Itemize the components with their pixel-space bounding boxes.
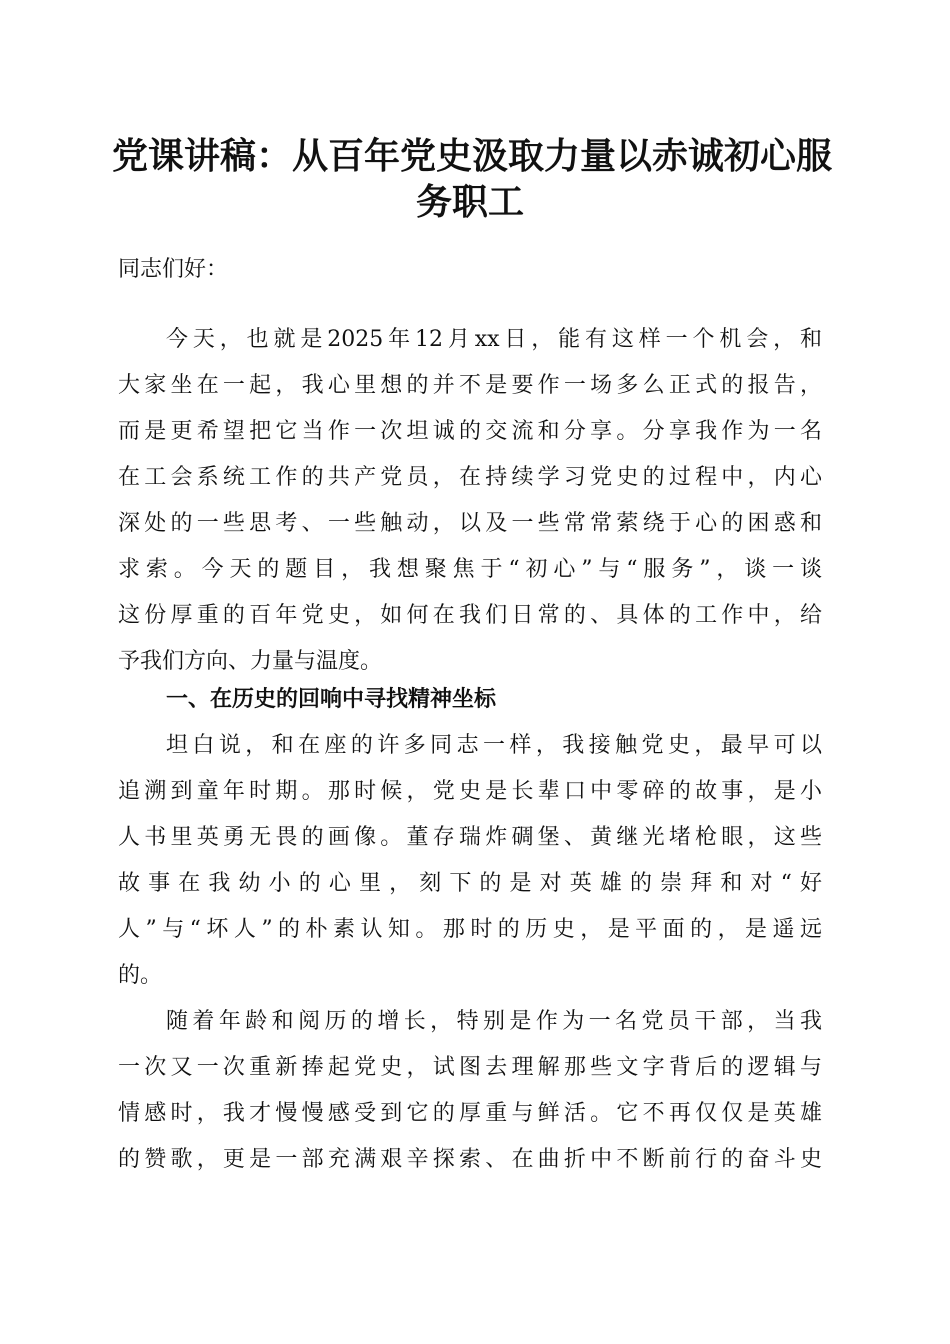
document-body: [118, 323, 822, 1189]
paragraph-line: 追溯到童年时期。那时候，党史是长辈口中零碎的故事，是小: [118, 779, 822, 804]
paragraph-line: 一次又一次重新捧起党史，试图去理解那些文字背后的逻辑与: [118, 1055, 822, 1080]
paragraph-line: 而是更希望把它当作一次坦诚的交流和分享。分享我作为一名: [118, 419, 822, 444]
paragraph-line: 坦白说，和在座的许多同志一样，我接触党史，最早可以: [166, 733, 822, 758]
paragraph-line: 今天，也就是2025年12月xx日，能有这样一个机会，和: [166, 327, 822, 352]
paragraph-line: 在工会系统工作的共产党员，在持续学习党史的过程中，内心: [118, 465, 822, 490]
title-line: 务职工: [415, 182, 524, 223]
paragraph-line: 这份厚重的百年党史，如何在我们日常的、具体的工作中，给: [118, 603, 822, 628]
paragraph-line: 的赞歌，更是一部充满艰辛探索、在曲折中不断前行的奋斗史: [118, 1147, 822, 1172]
greeting: 同志们好：: [118, 257, 229, 282]
paragraph: [118, 323, 822, 691]
paragraph-line: 求索。今天的题目，我想聚焦于“初心”与“服务”，谈一谈: [118, 557, 822, 582]
paragraph: [118, 1005, 822, 1189]
document-title: [112, 134, 833, 226]
paragraph-line: 随着年龄和阅历的增长，特别是作为一名党员干部，当我: [166, 1009, 822, 1034]
title-line: 党课讲稿：从百年党史汲取力量以赤诚初心服: [112, 136, 833, 177]
paragraph-line: 人书里英勇无畏的画像。董存瑞炸碉堡、黄继光堵枪眼，这些: [118, 825, 822, 850]
paragraph-line: 人”与“坏人”的朴素认知。那时的历史，是平面的，是遥远: [118, 917, 822, 942]
paragraph-line: 故事在我幼小的心里，刻下的是对英雄的崇拜和对“好: [118, 871, 822, 896]
paragraph-line: 深处的一些思考、一些触动，以及一些常常萦绕于心的困惑和: [118, 511, 822, 536]
paragraph-line: 的。: [118, 963, 163, 988]
section-heading: 一、在历史的回响中寻找精神坐标: [166, 687, 497, 712]
paragraph-line: 予我们方向、力量与温度。: [118, 649, 383, 674]
paragraph: [118, 729, 822, 1005]
paragraph-line: 大家坐在一起，我心里想的并不是要作一场多么正式的报告，: [118, 373, 822, 398]
paragraph-line: 情感时，我才慢慢感受到它的厚重与鲜活。它不再仅仅是英雄: [118, 1101, 822, 1126]
